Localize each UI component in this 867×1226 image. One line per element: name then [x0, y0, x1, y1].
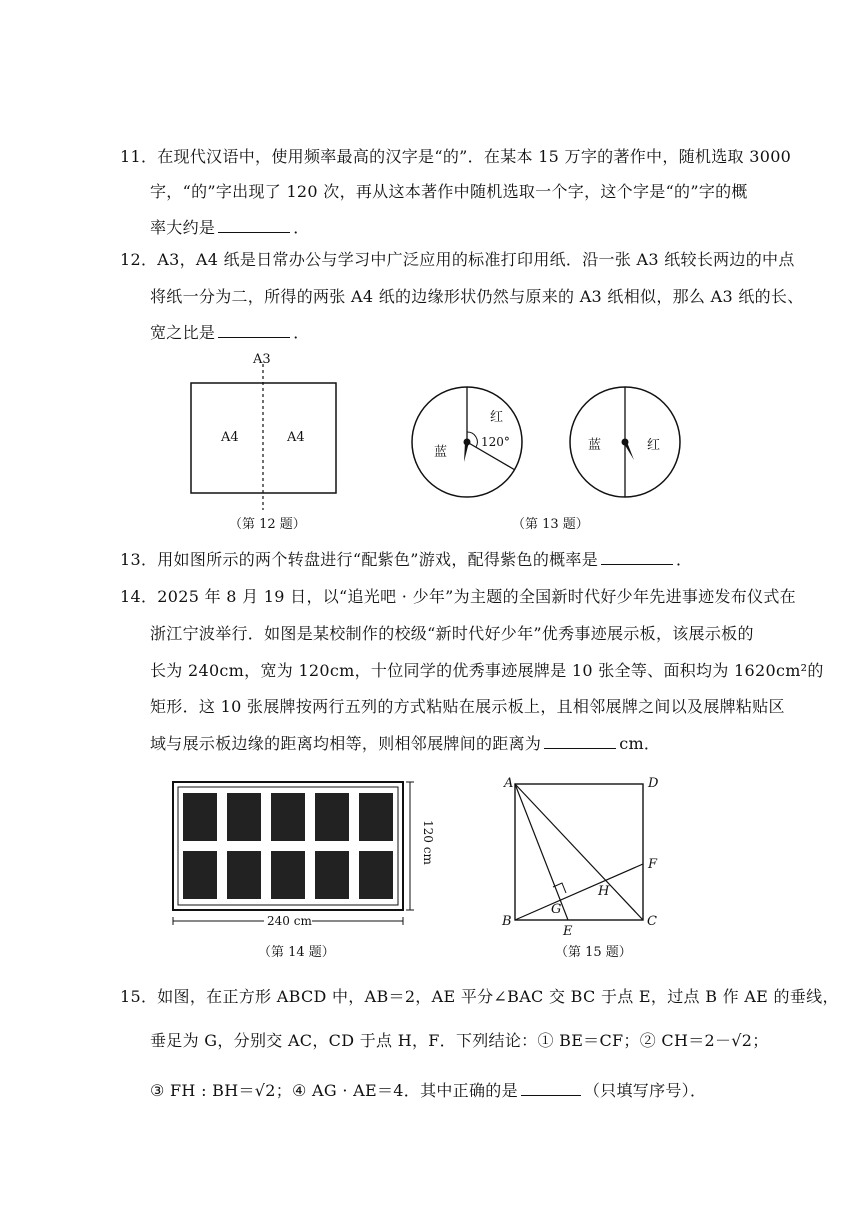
q15-answer-blank[interactable] [521, 1079, 581, 1096]
fig12-caption: （第 12 题） [229, 517, 306, 532]
fig12-a3-label: A3 [253, 352, 271, 367]
fig15-label-d: D [648, 776, 659, 791]
fig13-angle: 120° [481, 435, 510, 449]
q11-line3-end: ． [293, 218, 310, 237]
q14-line3: 长为 240cm，宽为 120cm，十位同学的优秀事迹展牌是 10 张全等、面积均为 1620cm²的 [150, 661, 824, 680]
q11-line1: 11．在现代汉语中，使用频率最高的汉字是“的”．在某本 15 万字的著作中，随机选取 3000 [120, 147, 792, 166]
figure-14 [168, 778, 435, 938]
fig14-height-label: 120 cm [421, 820, 435, 865]
q13-line [120, 548, 692, 571]
fig13-left-blue: 蓝 [434, 445, 448, 460]
q15-line3-text: ③ FH : BH＝√2；④ AG · AE＝4．其中正确的是 [150, 1081, 518, 1100]
fig15-label-a: A [504, 776, 514, 791]
fig14-panels [183, 793, 393, 899]
q11-line2: 字，“的”字出现了 120 次，再从这本著作中随机选取一个字，这个字是“的”字的概 [150, 182, 748, 201]
q14-line5-text: 域与展示板边缘的距离均相等，则相邻展牌间的距离为 [150, 734, 542, 753]
q14-line2: 浙江宁波举行．如图是某校制作的校级“新时代好少年”优秀事迹展示板，该展示板的 [150, 624, 754, 643]
q15-line3 [150, 1079, 706, 1102]
fig13-left-red: 红 [490, 410, 504, 425]
q12-line3-end: ． [293, 323, 310, 342]
q14-answer-blank[interactable] [544, 732, 616, 749]
q12-answer-blank[interactable] [218, 321, 290, 338]
figure-15 [495, 774, 665, 939]
fig13-caption: （第 13 题） [512, 517, 589, 532]
figure-12 [185, 350, 345, 535]
q11-answer-blank[interactable] [218, 216, 290, 233]
fig13-right-blue: 蓝 [588, 438, 602, 453]
fig12-a4-left-label: A4 [221, 430, 239, 445]
q12-line1: 12．A3，A4 纸是日常办公与学习中广泛应用的标准打印用纸．沿一张 A3 纸较长两边的中点 [120, 250, 795, 269]
q11-line3 [150, 216, 310, 239]
q12-line2: 将纸一分为二，所得的两张 A4 纸的边缘形状仍然与原来的 A3 纸相似，那么 A3 纸的长、 [150, 287, 804, 306]
fig15-label-b: B [502, 914, 512, 929]
q12-line3-text: 宽之比是 [150, 323, 216, 342]
q15-line1: 15．如图，在正方形 ABCD 中，AB＝2，AE 平分∠BAC 交 BC 于点 E，过点 B 作 AE 的垂线， [120, 987, 839, 1006]
fig14-width-label: 240 cm [267, 914, 312, 928]
fig15-label-e: E [563, 924, 573, 939]
fig13-right-red: 红 [647, 438, 661, 453]
q15-line2: 垂足为 G，分别交 AC，CD 于点 H，F．下列结论：① BE＝CF；② CH＝2－√2； [150, 1031, 769, 1050]
q14-line4: 矩形．这 10 张展牌按两行五列的方式粘贴在展示板上，且相邻展牌之间以及展牌粘贴区 [150, 697, 785, 716]
fig15-label-c: C [647, 914, 657, 929]
q11-line3-text: 率大约是 [150, 218, 216, 237]
q13-end: ． [676, 550, 693, 569]
q14-line5-end: cm． [619, 734, 661, 753]
q13-text: 13．用如图所示的两个转盘进行“配紫色”游戏，配得紫色的概率是 [120, 550, 599, 569]
q13-answer-blank[interactable] [601, 548, 673, 565]
q14-line5 [150, 732, 660, 755]
fig15-caption: （第 15 题） [555, 945, 632, 960]
fig15-label-f: F [648, 857, 658, 872]
fig15-label-g: G [551, 902, 562, 917]
figure-13 [410, 380, 690, 505]
q14-line1: 14．2025 年 8 月 19 日，以“追光吧 · 少年”为主题的全国新时代好少年先进事迹发布仪式在 [120, 587, 796, 606]
q12-line3 [150, 321, 310, 344]
q15-line3-end: （只填写序号）． [583, 1081, 707, 1100]
fig14-caption: （第 14 题） [258, 945, 335, 960]
fig15-label-h: H [598, 884, 610, 899]
fig12-a4-right-label: A4 [287, 430, 305, 445]
